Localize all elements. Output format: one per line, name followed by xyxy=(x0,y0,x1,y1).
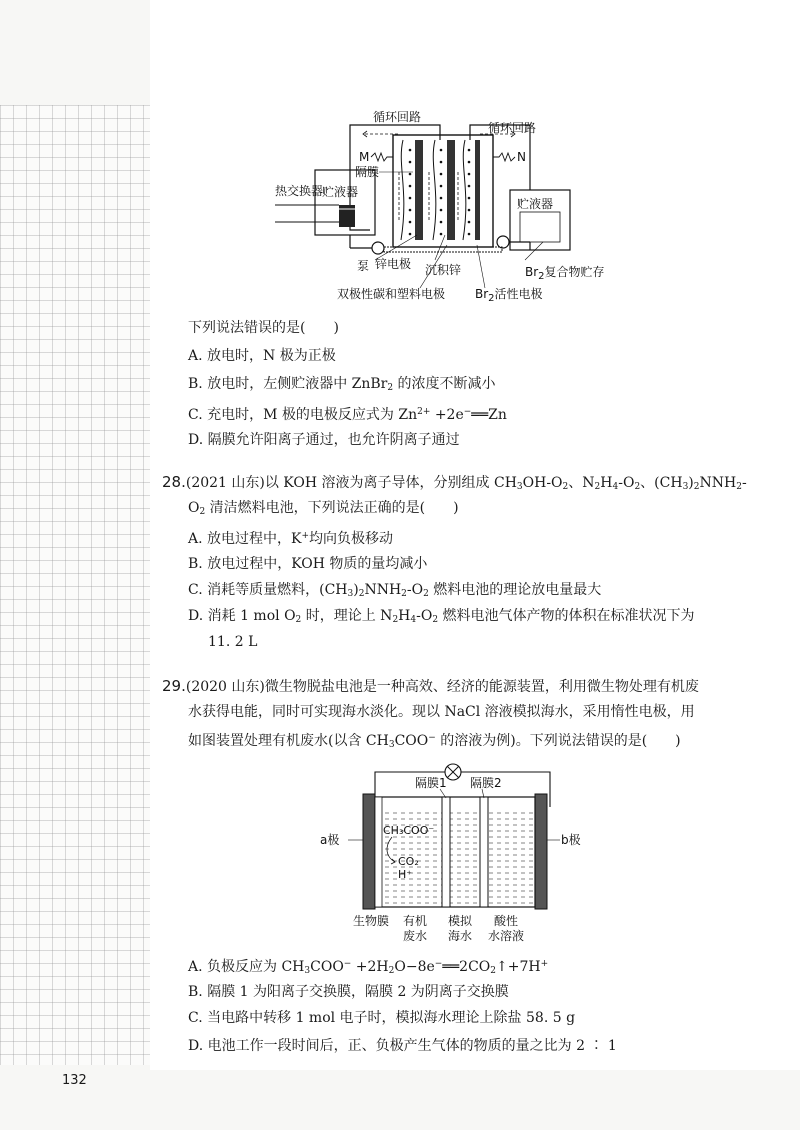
biofilm xyxy=(375,797,382,907)
label-ch3coo: CH₃COO⁻ xyxy=(383,824,435,837)
q28-option-d-line2: 11. 2 L xyxy=(208,634,258,650)
label-loop-left: 循环回路 xyxy=(373,110,422,124)
label-h-plus: H⁺ xyxy=(398,868,413,881)
membrane-1 xyxy=(442,797,450,907)
label-acid-2: 水溶液 xyxy=(488,929,525,943)
textbook-page xyxy=(150,0,800,1070)
label-m: M xyxy=(359,150,370,164)
q28-stem-line1: 28.(2021 山东)以 KOH 溶液为离子导体，分别组成 $CH_3OH-O_2$、$N_2H_4-O_2$、$(CH_3)_2NNH_2-$ xyxy=(162,473,747,492)
q28-option-c[interactable]: C. 消耗等质量燃料，$(CH_3)_2NNH_2-O_2$ 燃料电池的理论放电量最大 xyxy=(188,582,602,599)
label-tank-right: 贮液器 xyxy=(517,197,554,211)
label-organic-2: 废水 xyxy=(403,929,428,943)
q27-stem: 下列说法错误的是( ) xyxy=(188,320,339,336)
label-pump: 泵 xyxy=(357,259,370,273)
zinc-bromine-battery-diagram xyxy=(275,110,605,310)
q29-option-d[interactable]: D. 电池工作一段时间后，正、负极产生气体的物质的量之比为 2 ∶ 1 xyxy=(188,1038,617,1054)
label-electrode-b: b极 xyxy=(561,833,581,847)
electrode-a xyxy=(363,794,375,909)
q27-option-a[interactable]: A. 放电时，N 极为正极 xyxy=(188,348,336,364)
q29-stem-line1: 29.(2020 山东)微生物脱盐电池是一种高效、经济的能源装置，利用微生物处理有机废 xyxy=(162,677,699,695)
q29-option-a[interactable]: A. 负极反应为 $CH_3COO^-$ $+2H_2O-8e^-══2CO_2↑+7H^+$ xyxy=(188,959,549,976)
label-heat-exchanger: 热交换器 xyxy=(275,184,324,198)
notebook-grid-strip xyxy=(0,105,150,1065)
q27-option-c[interactable]: C. 充电时，M 极的电极反应式为 $Zn^{2+}$ +2e−══Zn xyxy=(188,407,507,423)
label-electrode-a: a极 xyxy=(320,833,340,847)
label-zinc-electrode: 锌电极 xyxy=(375,257,412,271)
label-separator: 隔膜 xyxy=(355,165,380,179)
q28-option-a[interactable]: A. 放电过程中，K+均向负极移动 xyxy=(188,531,394,547)
label-biofilm: 生物膜 xyxy=(353,914,390,928)
q28-option-d[interactable]: D. 消耗 1 mol $O_2$ 时，理论上 $N_2H_4-O_2$ 燃料电池气体产物的体积在标准状况下为 xyxy=(188,608,695,625)
q27-option-d[interactable]: D. 隔膜允许阳离子通过，也允许阴离子通过 xyxy=(188,432,460,448)
label-bipolar-electrode: 双极性碳和塑料电极 xyxy=(337,287,446,301)
label-deposited-zinc: 沉积锌 xyxy=(425,263,462,277)
right-pump xyxy=(497,236,509,248)
label-membrane-1: 隔膜1 xyxy=(415,776,447,790)
page-number: 132 xyxy=(62,1073,87,1088)
q29-option-b[interactable]: B. 隔膜 1 为阳离子交换膜，隔膜 2 为阴离子交换膜 xyxy=(188,984,509,1000)
label-br2-electrode: $Br_2$活性电极 xyxy=(475,287,543,304)
q29-stem-line2: 水获得电能，同时可实现海水淡化。现以 NaCl 溶液模拟海水，采用惰性电极，用 xyxy=(188,704,695,720)
left-pump xyxy=(372,242,384,254)
label-membrane-2: 隔膜2 xyxy=(470,776,502,790)
electrode-b xyxy=(535,794,547,909)
membrane-2 xyxy=(480,797,488,907)
q29-number: 29. xyxy=(162,677,186,695)
label-sea-1: 模拟 xyxy=(448,914,473,928)
microbial-desalination-cell-diagram xyxy=(320,762,590,947)
label-sea-2: 海水 xyxy=(448,929,473,943)
q28-stem-line2: $O_2$ 清洁燃料电池，下列说法正确的是( ) xyxy=(188,500,459,517)
q28-option-b[interactable]: B. 放电过程中，KOH 物质的量均减小 xyxy=(188,556,428,572)
q28-number: 28. xyxy=(162,473,186,491)
q29-stem-line3: 如图装置处理有机废水(以含 $CH_3COO^-$ 的溶液为例)。下列说法错误的是( ) xyxy=(188,733,681,750)
q27-option-b[interactable]: B. 放电时，左侧贮液器中 ZnBr$_2$ 的浓度不断减小 xyxy=(188,376,496,393)
label-organic-1: 有机 xyxy=(403,914,428,928)
label-co2: CO₂ xyxy=(398,855,419,868)
label-br2-complex: $Br_2$复合物贮存 xyxy=(525,265,605,282)
label-n: N xyxy=(517,150,526,164)
q29-option-c[interactable]: C. 当电路中转移 1 mol 电子时，模拟海水理论上除盐 58. 5 g xyxy=(188,1010,576,1026)
label-acid-1: 酸性 xyxy=(494,914,519,928)
label-tank-left: 贮液器 xyxy=(322,185,359,199)
label-loop-right: 循环回路 xyxy=(488,121,537,135)
